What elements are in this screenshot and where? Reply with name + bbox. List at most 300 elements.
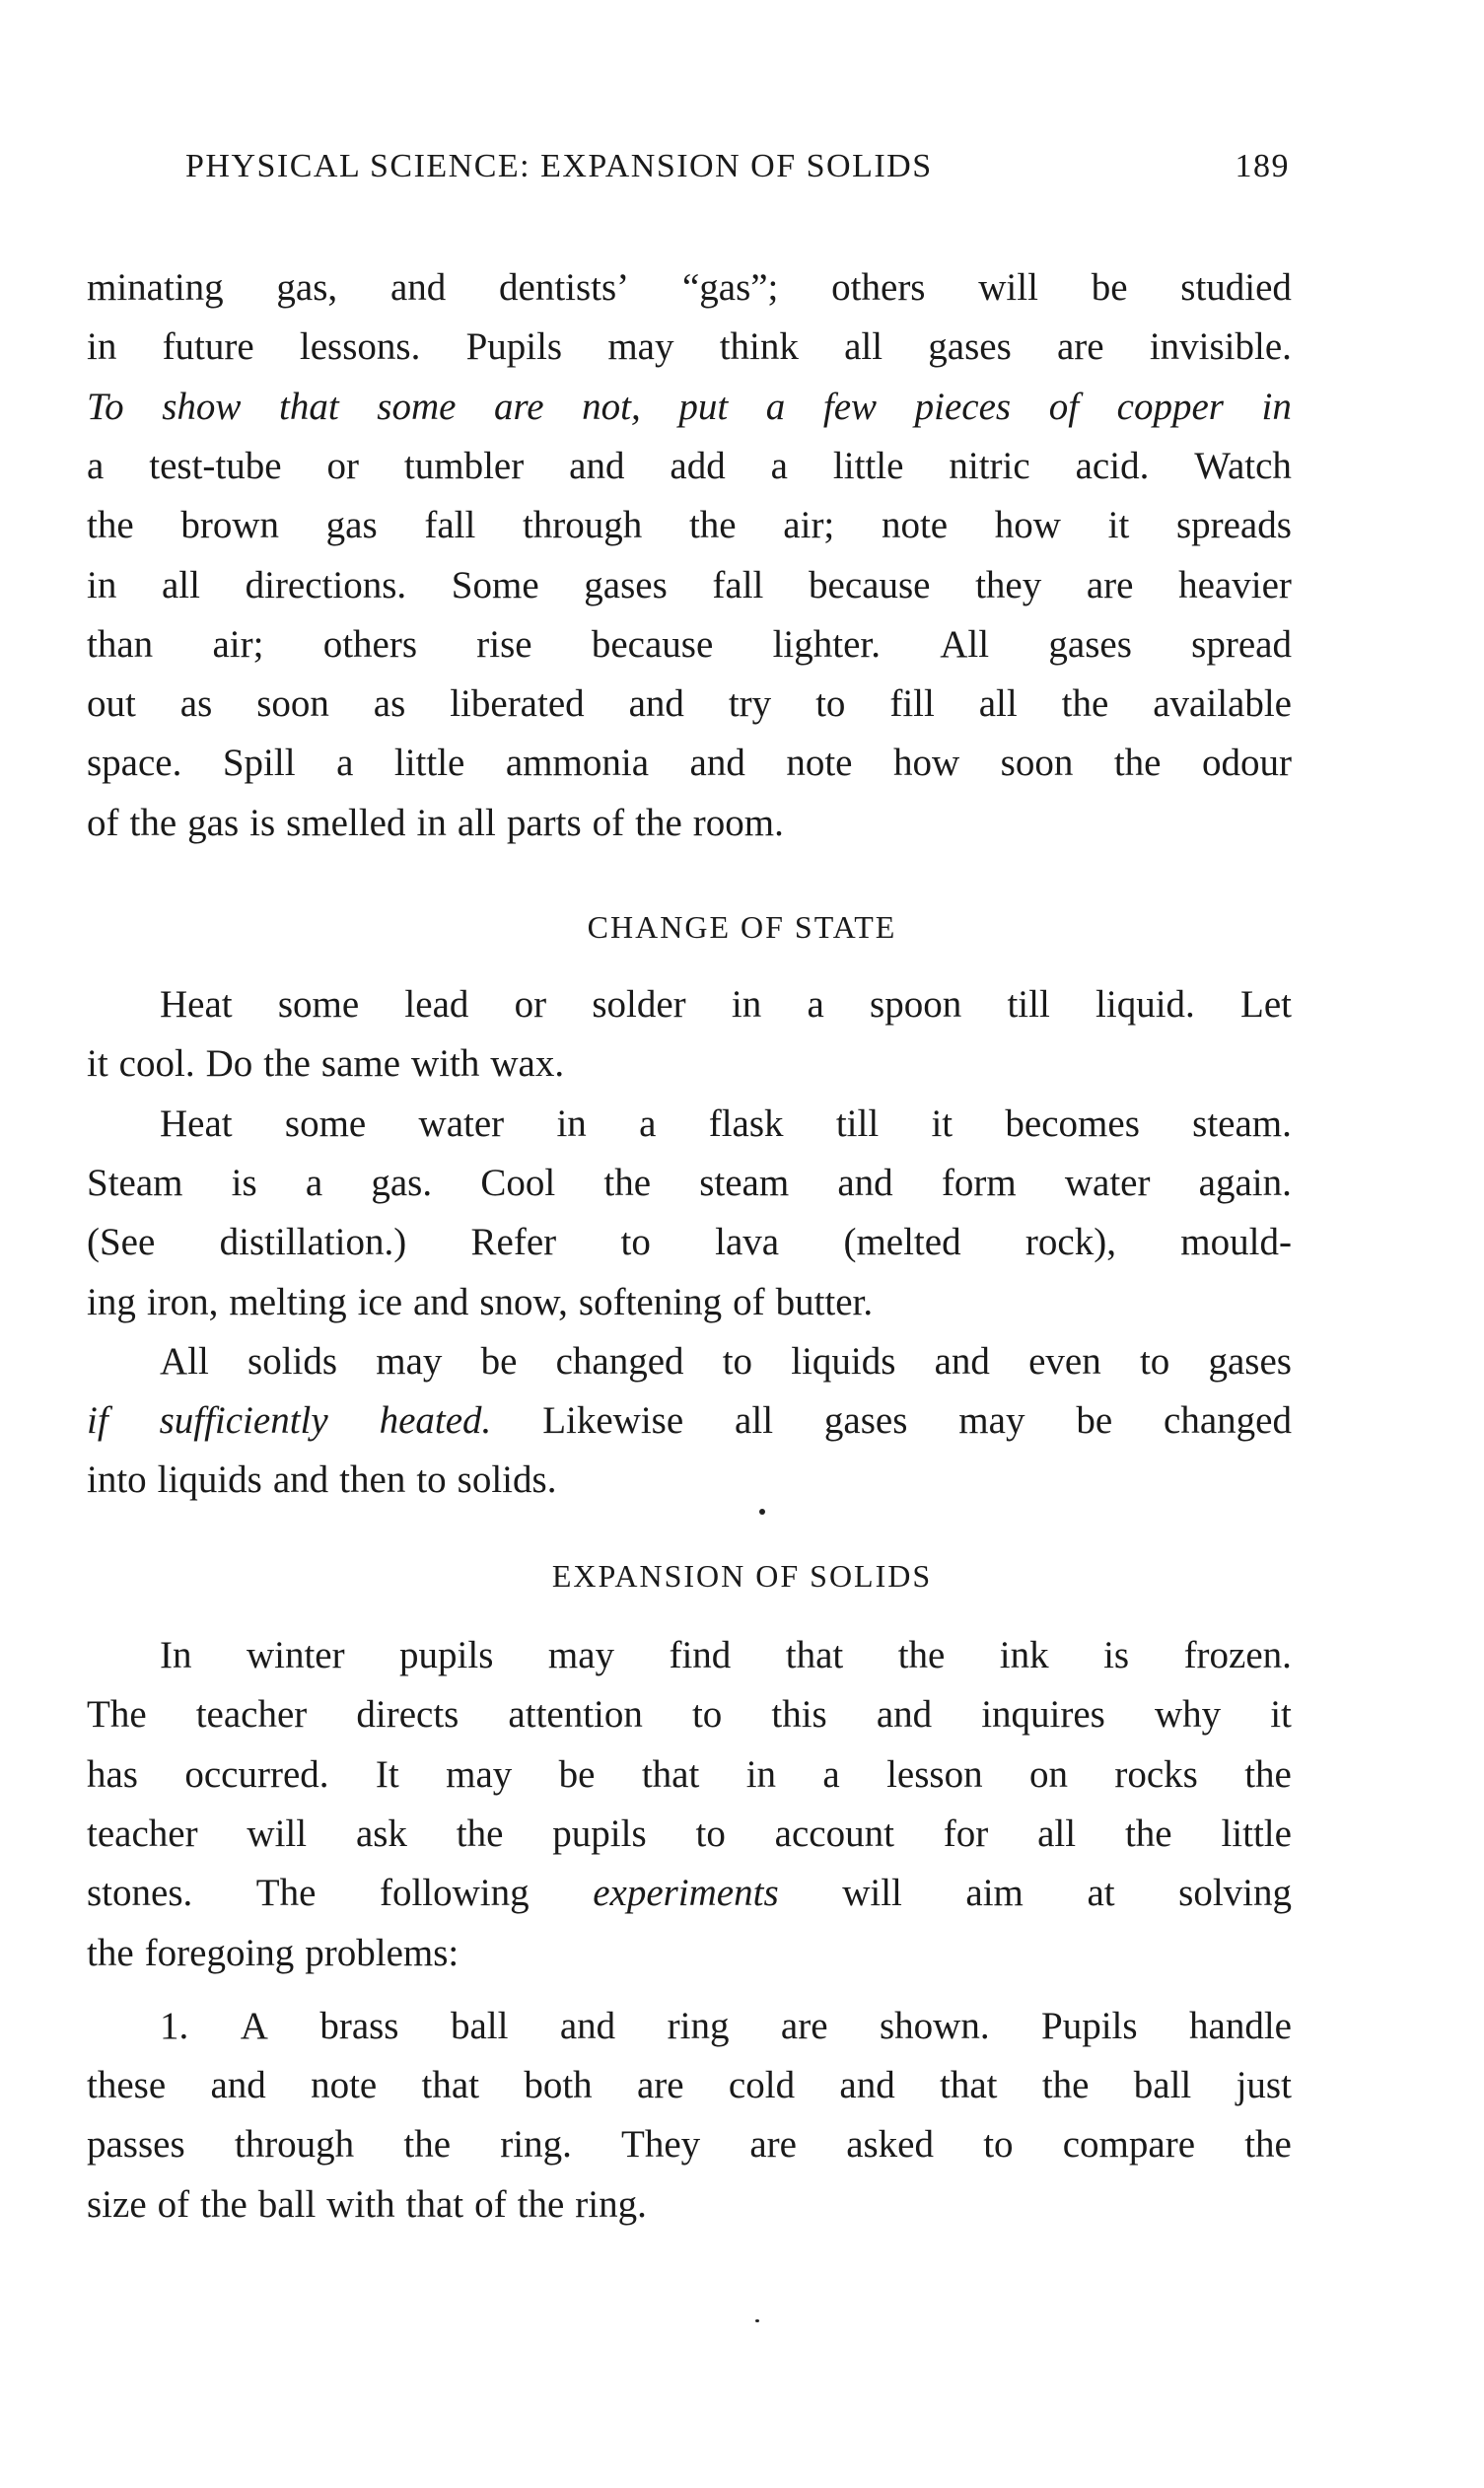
word: gases	[584, 563, 668, 606]
word: liberated	[450, 682, 585, 726]
word: lava	[715, 1221, 780, 1264]
word: of	[733, 1280, 765, 1323]
word: all	[978, 682, 1018, 726]
word: or	[514, 983, 547, 1026]
word: the	[129, 801, 177, 844]
text-line	[160, 1101, 1292, 1148]
word: note	[786, 742, 853, 785]
word: A	[240, 2004, 268, 2047]
word: little	[1221, 1812, 1292, 1855]
word: becomes	[1005, 1102, 1140, 1145]
word: in	[731, 983, 762, 1026]
word: in	[87, 325, 117, 369]
word: liquids	[791, 1339, 896, 1383]
word: invisible.	[1149, 325, 1292, 369]
word: the	[200, 2182, 247, 2226]
word: and	[837, 1161, 893, 1204]
text-line	[87, 2062, 1292, 2109]
word: a	[336, 742, 354, 785]
word: the	[1244, 2123, 1292, 2167]
word: it	[1107, 504, 1130, 547]
word: teacher	[87, 1812, 198, 1855]
word: is	[249, 801, 276, 844]
word: may	[958, 1399, 1025, 1443]
word: how	[892, 742, 960, 785]
word: odour	[1202, 742, 1292, 785]
word: this	[771, 1693, 827, 1737]
italic-word: if	[87, 1399, 108, 1443]
word: the	[1061, 682, 1109, 726]
word: into	[87, 1458, 147, 1502]
word: It	[375, 1752, 399, 1796]
word: and	[389, 266, 447, 309]
word: the	[456, 1812, 504, 1855]
word: just	[1236, 2064, 1292, 2107]
text-line	[87, 1279, 1292, 1326]
word: Let	[1240, 983, 1292, 1026]
word: (See	[87, 1221, 156, 1264]
word: liquids	[157, 1458, 262, 1502]
word: liquid.	[1095, 983, 1195, 1026]
word: rock),	[1025, 1221, 1116, 1264]
word: changed	[555, 1339, 684, 1383]
word: all	[1037, 1812, 1077, 1855]
word: the	[897, 1634, 946, 1676]
word: soon	[1000, 742, 1074, 785]
word: heavier	[1178, 563, 1292, 606]
text-line	[87, 2121, 1292, 2168]
text-line	[160, 1338, 1292, 1386]
word: all	[844, 325, 883, 369]
word: butter.	[775, 1280, 874, 1323]
word: of	[592, 801, 625, 844]
word: in	[87, 563, 117, 606]
word: with	[411, 1042, 480, 1086]
word: gases	[823, 1399, 908, 1443]
word: Do	[205, 1042, 253, 1086]
word: may	[607, 325, 674, 369]
text-line	[87, 1870, 1292, 1917]
word: gas	[187, 801, 240, 844]
word: ball	[257, 2182, 317, 2226]
word: little	[393, 742, 465, 785]
text-line	[160, 2003, 1292, 2050]
word: form	[941, 1161, 1017, 1204]
word: same	[320, 1042, 401, 1086]
word: mould-	[1180, 1221, 1292, 1264]
word: ring.	[575, 2182, 647, 2226]
word: they	[975, 563, 1042, 606]
running-title: PHYSICAL SCIENCE: EXPANSION OF SOLIDS	[185, 148, 933, 184]
italic-word: heated.	[379, 1399, 492, 1443]
word: and	[569, 444, 625, 487]
word: fill	[889, 682, 935, 726]
word: test-tube	[149, 444, 282, 487]
italic-word: some	[377, 385, 457, 428]
word: rise	[476, 622, 532, 666]
word: distillation.)	[219, 1221, 407, 1264]
word: Heat	[160, 983, 233, 1026]
word: be	[480, 1339, 518, 1383]
word: size	[87, 2182, 147, 2226]
word: that	[785, 1634, 844, 1676]
word: fall	[712, 563, 764, 606]
word: may	[446, 1752, 513, 1796]
word: note	[881, 504, 949, 547]
word: softening	[578, 1280, 723, 1323]
word: note	[311, 2064, 378, 2107]
word: snow,	[479, 1280, 568, 1323]
word: to	[722, 1339, 753, 1383]
section-heading: CHANGE OF STATE	[587, 909, 897, 945]
word: gases	[1208, 1339, 1292, 1383]
word: future	[162, 325, 254, 369]
word: acid.	[1075, 444, 1150, 487]
word: soon	[256, 682, 329, 726]
word: both	[524, 2064, 593, 2107]
word: a	[770, 444, 788, 487]
text-line	[160, 1632, 1292, 1679]
word: and	[559, 2004, 616, 2047]
word: ink	[999, 1634, 1049, 1676]
word: lead	[404, 983, 469, 1026]
word: Refer	[470, 1221, 557, 1264]
italic-word: put	[678, 385, 729, 428]
text-line	[87, 502, 1292, 549]
word: pupils	[399, 1634, 494, 1676]
word: will	[842, 1872, 902, 1915]
word: (melted	[843, 1221, 961, 1264]
word: gas,	[276, 266, 338, 309]
word: to	[695, 1812, 726, 1855]
word: Heat	[160, 1102, 233, 1145]
word: stones.	[87, 1872, 193, 1915]
word: account	[774, 1812, 894, 1855]
word: asked	[846, 2123, 934, 2167]
word: ball	[1133, 2064, 1192, 2107]
word: wax.	[490, 1042, 565, 1086]
text-line	[87, 264, 1292, 312]
word: of	[157, 2182, 190, 2226]
word: all	[457, 801, 496, 844]
stray-mark	[755, 2319, 759, 2322]
word: will	[247, 1812, 308, 1855]
word: find	[669, 1634, 732, 1676]
word: Watch	[1194, 444, 1292, 487]
word: spreads	[1175, 504, 1292, 547]
word: it	[87, 1042, 108, 1086]
word: are	[749, 2123, 797, 2167]
word: compare	[1062, 2123, 1196, 2167]
word: be	[558, 1752, 596, 1796]
word: and	[689, 742, 745, 785]
word: gas.	[371, 1161, 433, 1204]
text-line	[87, 562, 1292, 609]
word: all	[735, 1399, 774, 1443]
word: than	[87, 622, 154, 666]
word: try	[728, 682, 772, 726]
word: in	[416, 801, 447, 844]
word: may	[376, 1339, 443, 1383]
italic-word: a	[765, 385, 786, 428]
word: room.	[692, 801, 784, 844]
word: The	[87, 1693, 147, 1737]
word: ice	[357, 1280, 403, 1323]
word: In	[160, 1634, 192, 1676]
word: ring.	[500, 2123, 572, 2167]
word: shown.	[879, 2004, 990, 2047]
word: changed	[1164, 1399, 1292, 1443]
word: frozen.	[1183, 1634, 1292, 1676]
word: ask	[355, 1812, 407, 1855]
word: are	[1057, 325, 1104, 369]
word: these	[87, 2064, 167, 2107]
word: water	[1064, 1161, 1151, 1204]
word: tumbler	[403, 444, 525, 487]
word: how	[994, 504, 1061, 547]
text-line	[87, 384, 1292, 431]
word: may	[547, 1634, 615, 1676]
word: the	[1113, 742, 1162, 785]
text-line	[87, 621, 1292, 669]
word: and	[413, 1280, 469, 1323]
italic-word: of	[1048, 385, 1080, 428]
word: spread	[1191, 622, 1292, 666]
word: the	[1124, 1812, 1172, 1855]
word: add	[670, 444, 726, 487]
italic-word: that	[279, 385, 339, 428]
word: They	[621, 2123, 701, 2167]
word: 1.	[160, 2004, 189, 2047]
word: be	[1091, 266, 1128, 309]
word: melting	[229, 1280, 347, 1323]
word: because	[591, 622, 714, 666]
word: lessons.	[299, 325, 421, 369]
word: at	[1087, 1872, 1115, 1915]
word: Cool	[480, 1161, 556, 1204]
word: lighter.	[772, 622, 881, 666]
word: to	[691, 1693, 723, 1737]
word: Pupils	[465, 325, 563, 369]
word: and	[210, 2064, 266, 2107]
italic-word: To	[87, 385, 124, 428]
word: pupils	[552, 1812, 647, 1855]
text-line	[87, 1751, 1292, 1799]
text-line	[87, 323, 1292, 371]
word: a	[305, 1161, 323, 1204]
word: Spill	[222, 742, 296, 785]
word: or	[326, 444, 359, 487]
word: and	[839, 2064, 895, 2107]
word: little	[832, 444, 904, 487]
word: fall	[424, 504, 476, 547]
word: minating	[87, 266, 224, 309]
word: the	[603, 1161, 652, 1204]
word: nitric	[949, 444, 1030, 487]
word: a	[87, 444, 105, 487]
running-header	[185, 148, 1290, 185]
word: a	[639, 1102, 657, 1145]
word: ammonia	[505, 742, 650, 785]
word: handle	[1189, 2004, 1292, 2047]
word: is	[1103, 1634, 1130, 1676]
word: cold	[728, 2064, 796, 2107]
word: are	[637, 2064, 684, 2107]
word: occurred.	[184, 1752, 329, 1796]
text-line	[87, 1160, 1292, 1207]
word: has	[87, 1752, 138, 1796]
word: parts	[506, 801, 582, 844]
word: spoon	[870, 983, 962, 1026]
word: Some	[451, 563, 539, 606]
word: lesson	[886, 1752, 983, 1796]
word: and	[272, 1458, 329, 1502]
text-line	[87, 680, 1292, 728]
text-line	[87, 1219, 1292, 1266]
word: through	[522, 504, 643, 547]
word: space.	[87, 742, 182, 785]
word: inquires	[981, 1693, 1105, 1737]
word: air;	[212, 622, 264, 666]
word: solids	[247, 1339, 338, 1383]
word: steam.	[1192, 1102, 1292, 1145]
italic-word: copper	[1116, 385, 1224, 428]
italic-word: few	[822, 385, 878, 428]
word: that	[940, 2064, 998, 2107]
word: studied	[1180, 266, 1292, 309]
word: in	[745, 1752, 777, 1796]
word: that	[641, 1752, 700, 1796]
word: the	[403, 2123, 452, 2167]
word: and	[876, 1693, 933, 1737]
page-number: 189	[1235, 148, 1290, 184]
section-heading: EXPANSION OF SOLIDS	[551, 1558, 933, 1594]
word: flask	[708, 1102, 784, 1145]
text-line	[87, 2181, 1292, 2229]
word: teacher	[195, 1693, 308, 1737]
word: till	[1007, 983, 1050, 1026]
word: why	[1154, 1693, 1222, 1737]
word: of	[474, 2182, 507, 2226]
word: air;	[783, 504, 835, 547]
word: through	[234, 2123, 355, 2167]
word: Pupils	[1041, 2004, 1138, 2047]
text-line	[87, 1457, 1292, 1504]
word: for	[943, 1812, 989, 1855]
word: Steam	[87, 1161, 183, 1204]
word: in	[556, 1102, 587, 1145]
word: are	[1086, 563, 1134, 606]
word: iron,	[146, 1280, 219, 1323]
italic-word: pieces	[914, 385, 1012, 428]
word: to	[416, 1458, 447, 1502]
italic-word: in	[1261, 385, 1292, 428]
word: as	[179, 682, 213, 726]
italic-word: are	[494, 385, 544, 428]
word: then	[339, 1458, 406, 1502]
word: the	[1244, 1752, 1292, 1796]
italic-word: experiments	[593, 1872, 779, 1915]
word: be	[1076, 1399, 1113, 1443]
word: smelled	[286, 801, 406, 844]
word: and	[934, 1339, 990, 1383]
word: rocks	[1114, 1752, 1198, 1796]
word: gas	[325, 504, 378, 547]
word: the	[263, 1042, 311, 1086]
word: to	[983, 2123, 1014, 2167]
italic-word: show	[162, 385, 242, 428]
word: that	[421, 2064, 480, 2107]
word: the	[517, 2182, 565, 2226]
word: solving	[1178, 1872, 1292, 1915]
word: the	[87, 1931, 134, 1974]
word: All	[940, 622, 990, 666]
italic-word: sufficiently	[159, 1399, 328, 1443]
text-line	[87, 740, 1292, 787]
text-line	[87, 1811, 1292, 1858]
word: is	[231, 1161, 257, 1204]
text-line	[87, 1397, 1292, 1445]
word: problems:	[305, 1931, 459, 1974]
word: others	[831, 266, 926, 309]
word: foregoing	[144, 1931, 295, 1974]
word: some	[284, 1102, 367, 1145]
word: it	[931, 1102, 954, 1145]
word: gases	[1048, 622, 1132, 666]
word: the	[635, 801, 682, 844]
text-line	[87, 800, 1292, 847]
word: even	[1028, 1339, 1101, 1383]
word: the	[1041, 2064, 1090, 2107]
word: ing	[87, 1280, 136, 1323]
word: The	[255, 1872, 317, 1915]
word: of	[87, 801, 119, 844]
word: winter	[246, 1634, 345, 1676]
text-line	[87, 1040, 1292, 1088]
word: Likewise	[542, 1399, 684, 1443]
word: it	[1270, 1693, 1292, 1737]
word: to	[1139, 1339, 1170, 1383]
word: think	[719, 325, 799, 369]
word: out	[87, 682, 136, 726]
word: brass	[319, 2004, 399, 2047]
word: ball	[450, 2004, 509, 2047]
word: dentists’	[499, 266, 630, 309]
word: solids.	[457, 1458, 557, 1502]
italic-word: not,	[582, 385, 641, 428]
word: others	[322, 622, 417, 666]
word: some	[277, 983, 360, 1026]
text-line	[160, 981, 1292, 1029]
word: because	[809, 563, 931, 606]
word: to	[620, 1221, 651, 1264]
word: will	[978, 266, 1038, 309]
word: following	[379, 1872, 530, 1915]
word: are	[780, 2004, 828, 2047]
text-line	[87, 1930, 1292, 1977]
text-line	[87, 1691, 1292, 1739]
word: and	[628, 682, 684, 726]
word: cool.	[118, 1042, 195, 1086]
word: a	[807, 983, 824, 1026]
word: a	[822, 1752, 840, 1796]
word: All	[160, 1339, 209, 1383]
word: that	[405, 2182, 464, 2226]
word: “gas”;	[681, 266, 779, 309]
word: steam	[699, 1161, 790, 1204]
word: attention	[508, 1693, 643, 1737]
word: available	[1153, 682, 1292, 726]
